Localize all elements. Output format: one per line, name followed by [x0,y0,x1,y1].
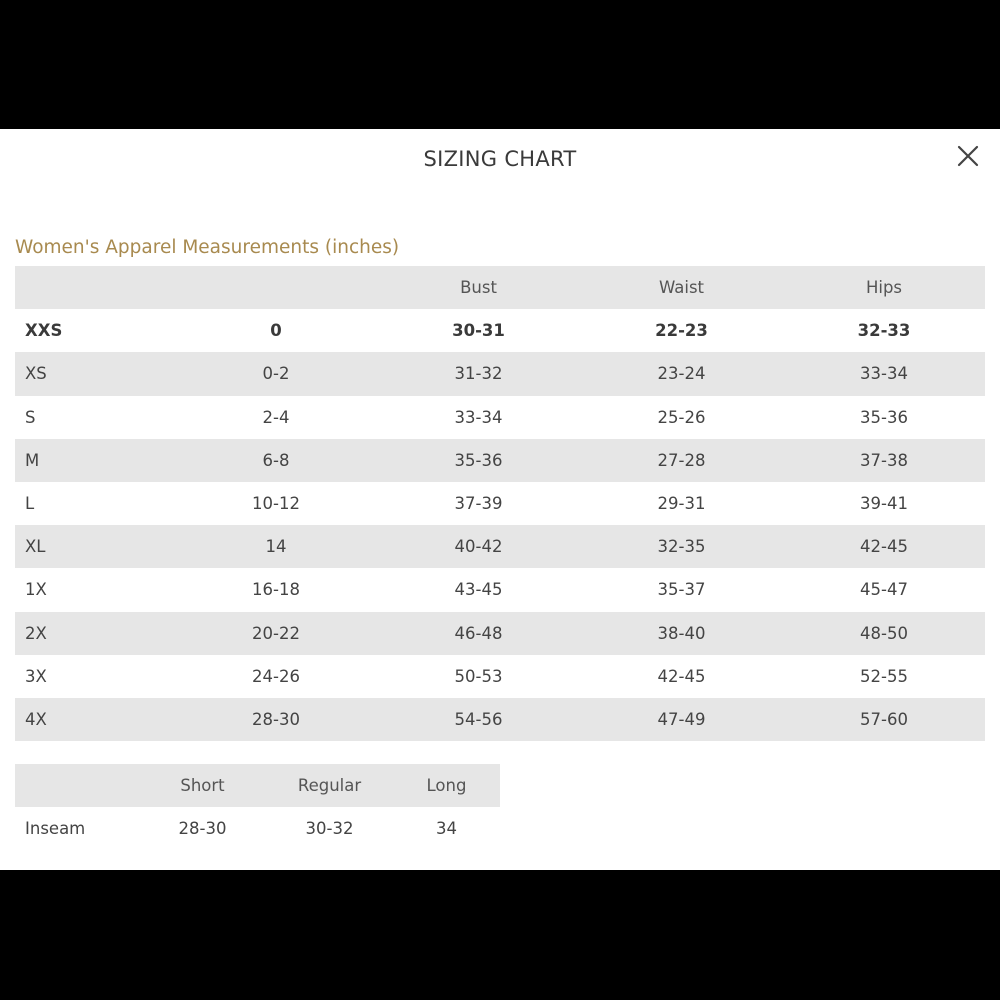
size-label-cell: S [25,407,36,427]
inseam-header-row [15,764,500,807]
table-cell: 48-50 [783,612,985,655]
table-cell: 24-26 [252,666,300,686]
table-row [15,525,985,568]
size-label-cell: 2X [15,612,175,655]
table-cell: 22-23 [655,321,708,341]
size-measurement-table [15,266,985,741]
table-cell: 40-42 [377,525,580,568]
table-cell: 31-32 [377,352,580,395]
table-cell: 25-26 [657,407,706,427]
table-row [15,568,985,611]
table-cell: 54-56 [377,698,580,741]
table-cell: 35-36 [860,407,908,427]
table-cell: 30-32 [305,819,354,839]
table-row [15,439,985,482]
column-header: Waist [580,266,783,309]
table-cell: 33-34 [454,407,503,427]
table-cell: 0 [270,321,282,341]
table-cell: 27-28 [580,439,783,482]
table-cell: 14 [175,525,377,568]
table-cell: 35-37 [657,580,706,600]
table-cell: 28-30 [175,698,377,741]
table-header-row [15,266,985,309]
table-cell: 34 [436,819,457,839]
column-header [15,764,139,807]
table-cell: 10-12 [252,494,300,514]
column-header: Short [139,764,266,807]
size-label-cell: L [25,494,35,514]
table-row [15,482,985,525]
table-cell: 39-41 [860,494,908,514]
table-cell: 29-31 [657,494,706,514]
table-cell: 43-45 [454,580,503,600]
table-cell: 33-34 [783,352,985,395]
table-cell: 30-31 [452,321,505,341]
section-heading: Women's Apparel Measurements (inches) [15,237,400,258]
table-cell: 2-4 [262,407,290,427]
size-label-cell: XXS [25,321,63,341]
table-cell: 16-18 [252,580,300,600]
modal-title: SIZING CHART [423,147,577,171]
size-label-cell: XS [15,352,175,395]
table-cell: 46-48 [377,612,580,655]
table-cell: 42-45 [657,666,706,686]
sizing-chart-modal [0,129,1000,870]
size-label-cell: 4X [15,698,175,741]
table-cell: 37-38 [783,439,985,482]
close-icon [955,143,981,169]
table-row [15,352,985,395]
table-cell: 20-22 [175,612,377,655]
table-cell: 35-36 [377,439,580,482]
table-row [15,396,985,439]
table-row [15,655,985,698]
table-row [15,612,985,655]
close-button[interactable] [955,143,981,169]
table-cell: 50-53 [454,666,503,686]
table-cell: 32-33 [857,321,911,341]
inseam-table [15,764,500,850]
table-cell: 45-47 [860,580,908,600]
column-header [15,266,175,309]
table-cell: 0-2 [175,352,377,395]
bottom-black-band [0,870,1000,1000]
table-cell: 42-45 [783,525,985,568]
inseam-label-cell: Inseam [25,819,86,839]
column-header: Hips [783,266,985,309]
table-cell: 47-49 [580,698,783,741]
size-label-cell: 1X [25,580,47,600]
table-cell: 28-30 [178,819,227,839]
top-black-band [0,0,1000,129]
table-cell: 57-60 [783,698,985,741]
column-header [175,266,377,309]
table-cell: 38-40 [580,612,783,655]
table-row [15,698,985,741]
column-header: Long [393,764,500,807]
size-label-cell: XL [15,525,175,568]
column-header: Bust [377,266,580,309]
size-label-cell: M [15,439,175,482]
table-row [15,807,500,850]
column-header: Regular [266,764,393,807]
size-label-cell: 3X [25,666,47,686]
table-cell: 37-39 [454,494,503,514]
table-cell: 23-24 [580,352,783,395]
table-cell: 32-35 [580,525,783,568]
table-cell: 52-55 [860,666,908,686]
table-cell: 6-8 [175,439,377,482]
table-row [15,309,985,352]
